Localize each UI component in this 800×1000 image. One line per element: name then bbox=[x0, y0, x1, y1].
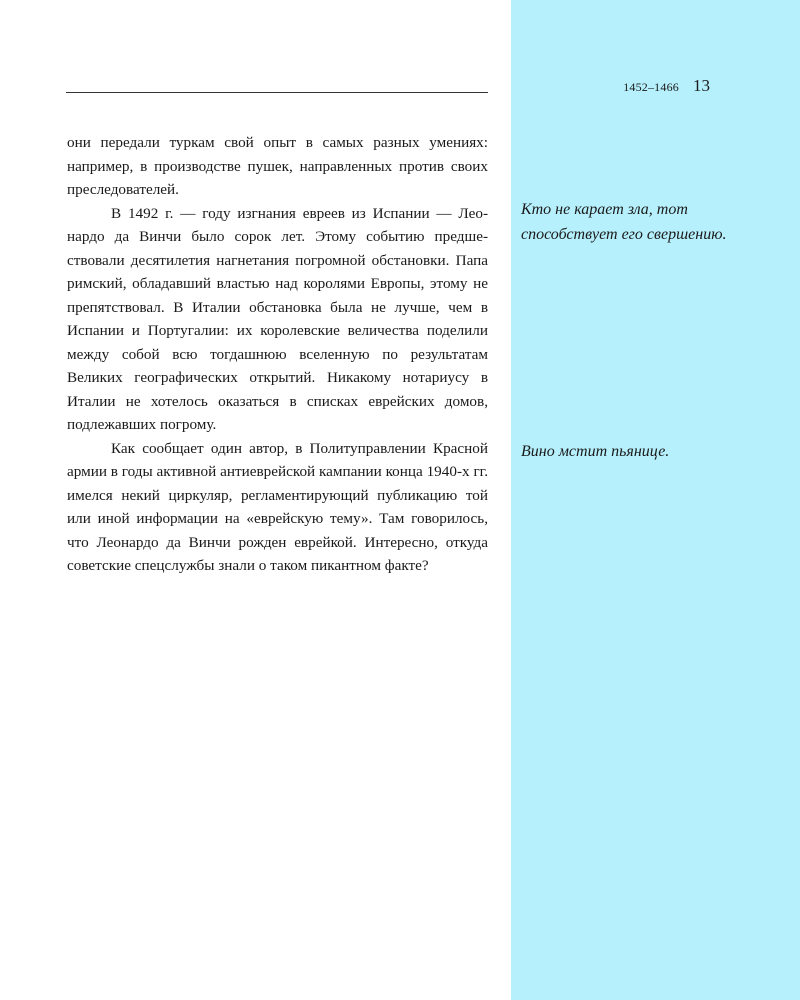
main-text bbox=[67, 131, 488, 578]
sidebar-quote-2: Вино мстит пьянице. bbox=[521, 443, 670, 460]
paragraph-3: Как сообщает один автор, в Политуправлении Красной армии в годы активной антиеврейской кампании конца 1940-х гг. имелся некий циркуляр, регламентирующий публикацию той или иной информации на «еврейскую тему». Там говорилось, что Леонардо да Винчи рожден еврейкой. Интересно, откуда советские спецслужбы знали о таком пикантном факте? bbox=[67, 439, 488, 574]
sidebar-panel bbox=[511, 0, 800, 1000]
paragraph-1: они передали туркам свой опыт в самых разных умениях: например, в производстве пушек, направленных против своих преследователей. bbox=[67, 134, 488, 198]
running-head bbox=[590, 76, 710, 96]
header-rule bbox=[66, 92, 488, 93]
sidebar-quote-1: Кто не карает зла, тот способствует его свершению. bbox=[521, 201, 727, 243]
paragraph-2: В 1492 г. — году изгнания евреев из Испании — Леонардо да Винчи было сорок лет. Этому событию предшествовали десятилетия нагнетания погромной обстановки. Папа римский, обладавший властью над королями Европы, этому не препятствовал. В Италии обстановка была не лучше, чем в Испании и Португалии: их королевские величества поделили между собой всю тогдашнюю вселенную по результатам Великих географических открытий. Никакому нотариусу в Италии не хотелось оказаться в списках еврейских домов, подлежавших погрому. bbox=[67, 204, 488, 433]
page-number: 13 bbox=[693, 76, 710, 95]
header-years: 1452–1466 bbox=[623, 80, 679, 94]
